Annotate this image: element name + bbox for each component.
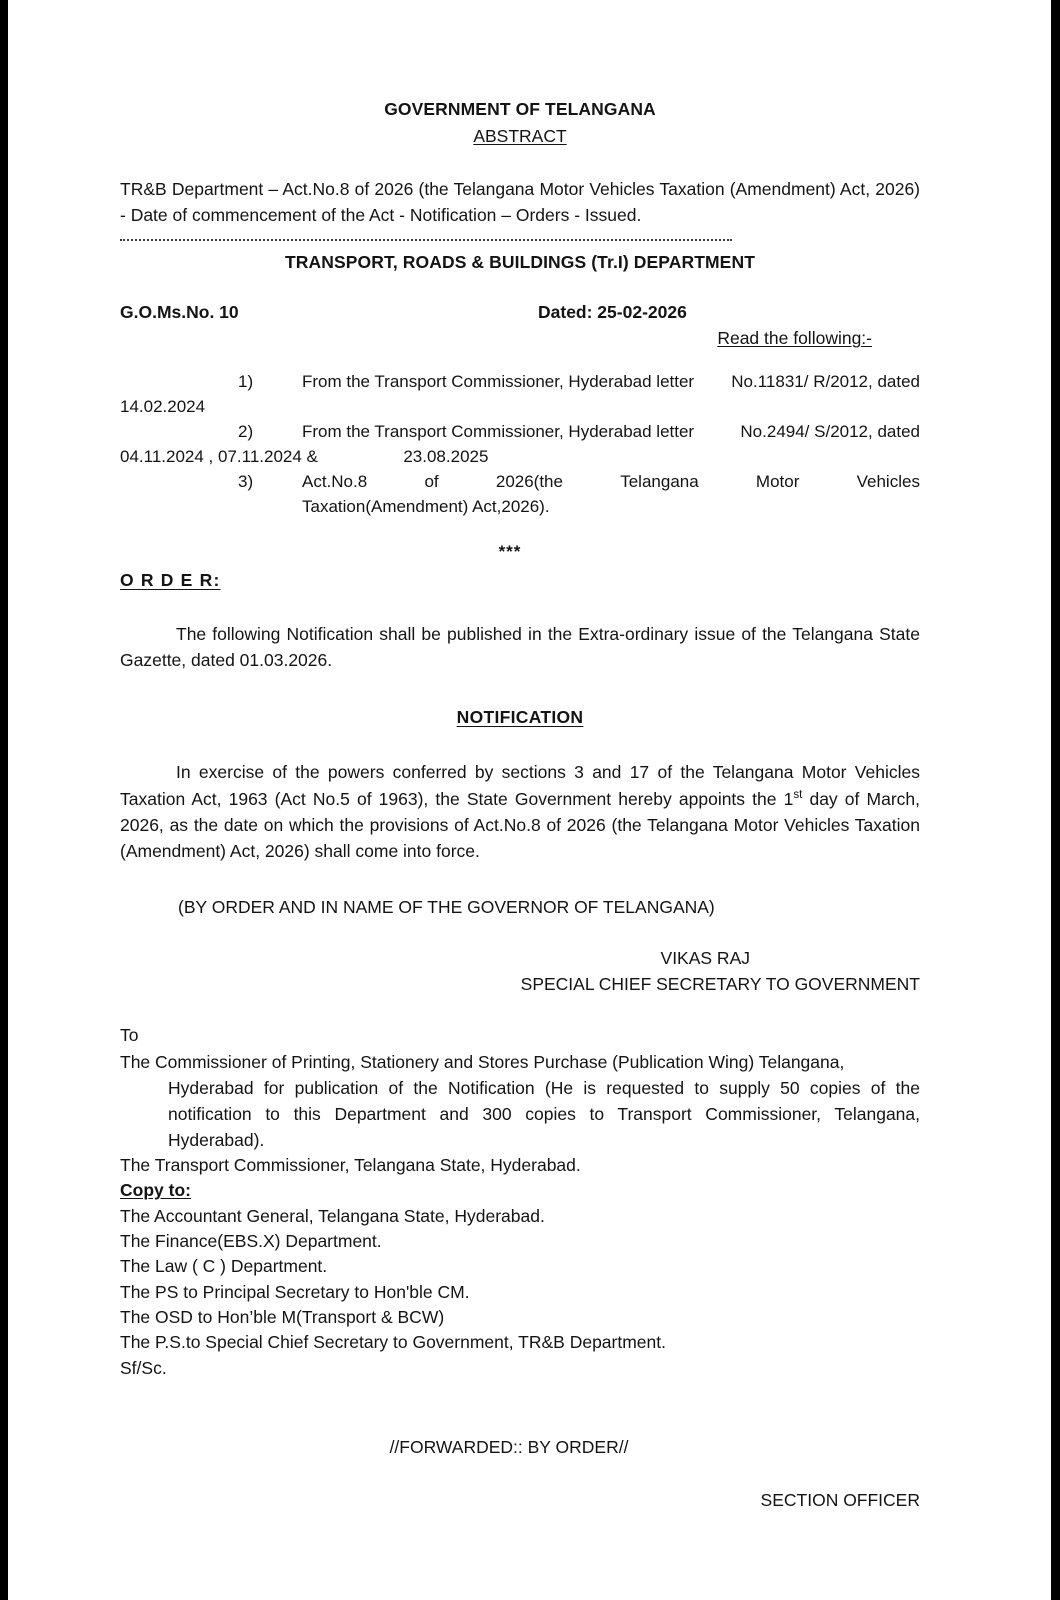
scan-edge-left — [0, 0, 8, 1600]
copy-to-item: Sf/Sc. — [120, 1357, 167, 1378]
signature-block — [120, 946, 920, 997]
primary-recipient — [120, 1049, 920, 1153]
forwarded-line: //FORWARDED:: BY ORDER// — [389, 1437, 629, 1458]
reference-date-1: 14.02.2024 — [120, 397, 206, 417]
copy-to-item: The Law ( C ) Department. — [120, 1256, 328, 1277]
notification-superscript: st — [793, 788, 803, 801]
reference-text-2: From the Transport Commissioner, Hyderabad letter — [302, 422, 695, 441]
notification-heading — [120, 707, 920, 728]
government-title: GOVERNMENT OF TELANGANA — [384, 99, 656, 119]
reference-vehicles-3: Vehicles — [856, 471, 920, 491]
document-page — [8, 0, 1051, 1600]
notification-text-part1: In exercise of the powers conferred by sections 3 and 17 of the Telangana Motor Vehicles Taxation Act, 1963 (Act No.5 of 1963), the State Government hereby appoints the 1 — [120, 762, 920, 809]
to-label: To — [120, 1025, 139, 1046]
copy-to-list — [120, 1204, 920, 1382]
reference-dates-2: 04.11.2024 , 07.11.2024 & — [120, 446, 318, 466]
reference-act-title-3: Taxation(Amendment) Act,2026). — [302, 496, 550, 516]
scan-edge-right — [1051, 0, 1060, 1600]
signatory-name: VIKAS RAJ — [660, 948, 750, 969]
copy-to-heading — [120, 1178, 920, 1203]
reference-letter-no-2: No.2494/ S/2012, dated — [740, 422, 920, 441]
signatory-designation: SPECIAL CHIEF SECRETARY TO GOVERNMENT — [520, 973, 920, 994]
reference-item-2 — [120, 420, 920, 470]
order-heading-text: O R D E R: — [120, 569, 221, 590]
copy-to-item: The OSD to Hon’ble M(Transport & BCW) — [120, 1307, 445, 1328]
asterisk-separator: *** — [498, 541, 522, 561]
read-following-text: Read the following:- — [717, 328, 872, 349]
order-heading — [120, 570, 920, 591]
reference-motor-3: Motor — [755, 471, 800, 491]
copy-to-heading-text: Copy to: — [120, 1180, 191, 1201]
reference-text-1: From the Transport Commissioner, Hyderabad letter — [302, 372, 695, 392]
reference-year-3: 2026(the — [495, 471, 563, 491]
reference-state-3: Telangana — [620, 471, 699, 491]
abstract-heading-text: ABSTRACT — [473, 125, 567, 146]
read-following-label — [120, 328, 920, 349]
notification-text-part2: day of March, 2026, as the date on which the provisions of Act.No.8 of 2026 (the Telangana Motor Vehicles Taxation (Amendment) Act, 2026) shall come into force. — [120, 788, 920, 862]
section-officer-label: SECTION OFFICER — [760, 1490, 920, 1511]
copy-to-item: The P.S.to Special Chief Secretary to Government, TR&B Department. — [120, 1332, 666, 1353]
reference-number-1: 1) — [238, 372, 254, 392]
reference-item-1 — [120, 370, 920, 420]
department-name: TRANSPORT, ROADS & BUILDINGS (Tr.I) DEPARTMENT — [285, 252, 755, 273]
notification-heading-text: NOTIFICATION — [456, 707, 584, 728]
copy-to-item: The PS to Principal Secretary to Hon'ble CM. — [120, 1281, 470, 1302]
distribution-block — [120, 1023, 920, 1381]
reference-letter-no-1: No.11831/ R/2012, dated — [731, 372, 920, 392]
order-date: Dated: 25-02-2026 — [538, 302, 687, 323]
dotted-separator — [120, 239, 732, 241]
order-meta-row — [120, 302, 920, 326]
notification-paragraph — [120, 759, 920, 864]
reference-number-2: 2) — [238, 422, 254, 441]
abstract-heading — [120, 125, 920, 149]
reference-item-3 — [120, 470, 920, 520]
by-order-line: (BY ORDER AND IN NAME OF THE GOVERNOR OF TELANGANA) — [178, 897, 715, 918]
primary-recipient-line1: The Commissioner of Printing, Stationery and Stores Purchase (Publication Wing) Telangana, — [120, 1051, 845, 1072]
reference-act-no-3: Act.No.8 — [302, 471, 368, 491]
go-number: G.O.Ms.No. 10 — [120, 302, 239, 323]
subject-line: TR&B Department – Act.No.8 of 2026 (the Telangana Motor Vehicles Taxation (Amendment) Act, 2026) - Date of commencement of the Act - Notification – Orders - Issued. — [120, 179, 920, 226]
document-content — [120, 98, 920, 1511]
reference-date-extra-2: 23.08.2025 — [403, 446, 489, 466]
copy-to-item: The Finance(EBS.X) Department. — [120, 1230, 382, 1251]
primary-recipient-line2: Hyderabad for publication of the Notification (He is requested to supply 50 copies of the notification to this Department and 300 copies to Transport Commissioner, Telangana, Hyderabad). — [168, 1077, 920, 1150]
reference-list — [120, 370, 920, 520]
reference-number-3: 3) — [238, 471, 254, 491]
order-paragraph: The following Notification shall be published in the Extra-ordinary issue of the Telangana State Gazette, dated 01.03.2026. — [120, 623, 920, 671]
copy-to-item: The Accountant General, Telangana State, Hyderabad. — [120, 1205, 545, 1226]
second-recipient: The Transport Commissioner, Telangana State, Hyderabad. — [120, 1154, 581, 1175]
reference-word-of-3: of — [424, 471, 439, 491]
